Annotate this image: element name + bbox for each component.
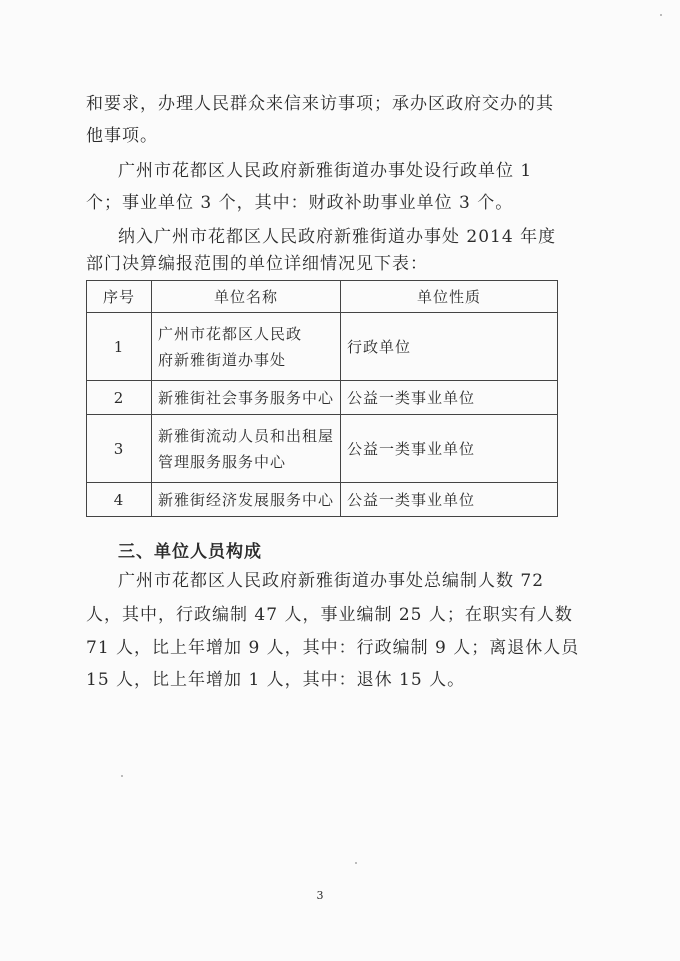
unit-name-cell: 新雅街经济发展服务中心 [152,483,341,517]
row-number: 4 [87,483,152,517]
paragraph-1-line-1: 和要求，办理人民群众来信来访事项；承办区政府交办的其 [86,94,554,114]
scan-speck [660,14,662,16]
unit-type-cell: 公益一类事业单位 [341,483,558,517]
unit-name-cell [152,415,341,483]
row-number: 2 [87,381,152,415]
page-number: 3 [316,889,324,902]
paragraph-2-line-1: 广州市花都区人民政府新雅街道办事处设行政单位 1 [118,161,533,181]
section-3-line-2: 人，其中，行政编制 47 人，事业编制 25 人；在职实有人数 [86,605,573,625]
header-index: 序号 [87,281,152,313]
unit-name-line-2: 管理服务服务中心 [158,452,287,471]
table-header-row [87,281,558,313]
units-table [86,280,558,517]
table-row [87,483,558,517]
paragraph-2-line-2: 个；事业单位 3 个，其中：财政补助事业单位 3 个。 [86,193,514,213]
header-unit-name: 单位名称 [152,281,341,313]
header-unit-type: 单位性质 [341,281,558,313]
table-row [87,381,558,415]
unit-type-cell: 公益一类事业单位 [341,415,558,483]
row-number: 1 [87,313,152,381]
section-3-line-3: 71 人，比上年增加 9 人，其中：行政编制 9 人；离退休人员 [86,638,580,658]
unit-name-cell: 新雅街社会事务服务中心 [152,381,341,415]
section-3-heading: 三、单位人员构成 [118,542,262,562]
paragraph-3-line-1: 纳入广州市花都区人民政府新雅街道办事处 2014 年度 [118,227,557,247]
row-number: 3 [87,415,152,483]
unit-type-cell: 行政单位 [341,313,558,381]
section-3-line-1: 广州市花都区人民政府新雅街道办事处总编制人数 72 [118,571,545,591]
scan-speck [355,862,357,864]
paragraph-3-line-2: 部门决算编报范围的单位详细情况见下表： [86,254,428,274]
unit-name-cell [152,313,341,381]
table-row [87,415,558,483]
unit-name-line-2: 府新雅街道办事处 [158,350,287,369]
paragraph-1-line-2: 他事项。 [86,126,158,146]
unit-type-cell: 公益一类事业单位 [341,381,558,415]
unit-name-line-1: 新雅街流动人员和出租屋 [158,426,335,445]
unit-name-line-1: 广州市花都区人民政 [158,324,303,343]
section-3-line-4: 15 人，比上年增加 1 人，其中：退休 15 人。 [86,670,466,690]
table-row [87,313,558,381]
scan-speck [121,775,123,777]
